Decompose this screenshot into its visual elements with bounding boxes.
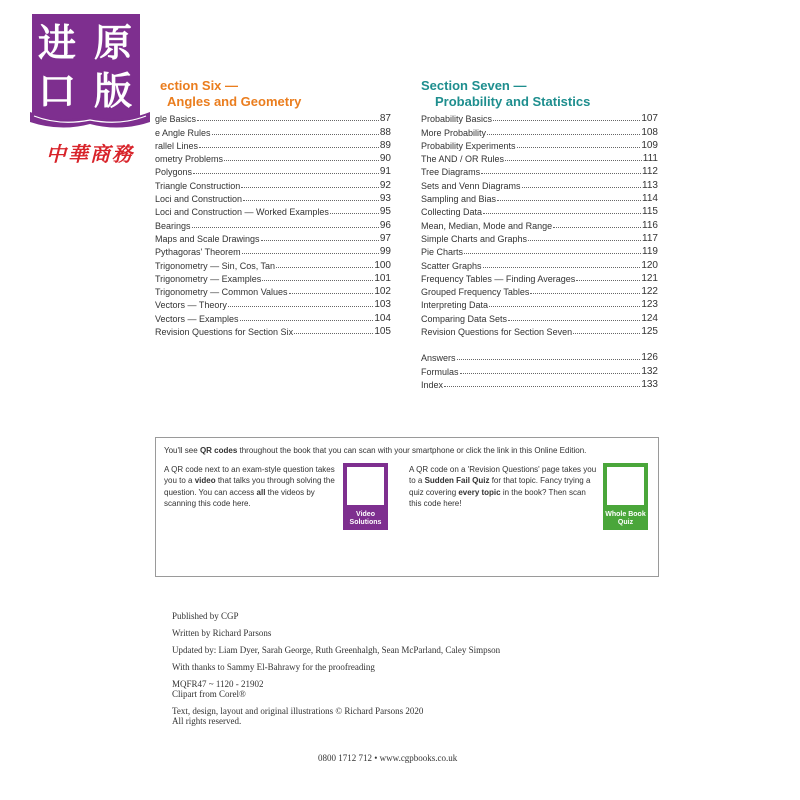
toc-entry-title: e Angle Rules <box>155 127 211 138</box>
toc-entry[interactable] <box>421 244 658 257</box>
text-bold: video <box>194 476 216 486</box>
toc-entry[interactable] <box>155 284 391 297</box>
toc-entry-title: Revision Questions for Section Seven <box>421 327 573 338</box>
qr-badge-label: Video Solutions <box>349 511 382 526</box>
product-code: MQFR47 ~ 1120 - 21902 <box>172 679 264 689</box>
toc-leader-dots <box>243 200 379 201</box>
toc-entry-page: 126 <box>641 352 658 364</box>
text-part: the videos by scanning this code here. <box>164 487 315 508</box>
toc-entry-page: 108 <box>641 126 658 138</box>
toc-entry-page: 97 <box>379 232 391 244</box>
toc-entry-title: Probability Basics <box>421 114 493 125</box>
toc-leader-dots <box>464 253 641 254</box>
toc-entry-page: 113 <box>642 179 658 191</box>
toc-entry-title: Sets and Venn Diagrams <box>421 180 521 191</box>
toc-entry[interactable] <box>155 324 391 337</box>
toc-entry[interactable] <box>421 204 658 217</box>
toc-entry-page: 104 <box>374 312 391 324</box>
toc-leader-dots <box>193 173 379 174</box>
toc-entry[interactable] <box>421 363 658 376</box>
toc-entry-page: 96 <box>379 219 391 231</box>
toc-entry-page: 100 <box>374 259 391 271</box>
qr-intro-part: You'll see <box>164 446 200 455</box>
toc-entry-page: 93 <box>379 193 391 205</box>
toc-entry[interactable] <box>421 177 658 190</box>
toc-entry-page: 87 <box>379 113 391 125</box>
toc-entry-page: 99 <box>379 246 391 258</box>
toc-entry-title: Vectors — Examples <box>155 313 239 324</box>
book-pages-icon <box>26 110 154 132</box>
toc-leader-dots <box>444 386 640 387</box>
toc-entry-page: 125 <box>641 326 658 338</box>
qr-intro-text <box>164 445 656 456</box>
toc-leader-dots <box>276 267 373 268</box>
toc-leader-dots <box>197 120 379 121</box>
toc-entry-title: Answers <box>421 353 456 364</box>
toc-entry-title: Pie Charts <box>421 247 464 258</box>
toc-entry-title: Comparing Data Sets <box>421 313 508 324</box>
logo-char: 版 <box>94 68 133 113</box>
toc-entry[interactable] <box>155 191 391 204</box>
logo-char: 进 <box>38 20 77 65</box>
toc-entry-title: Frequency Tables — Finding Averages <box>421 273 576 284</box>
toc-entry-page: 107 <box>641 113 658 125</box>
toc-leader-dots <box>192 227 379 228</box>
toc-entry-title: Tree Diagrams <box>421 167 481 178</box>
video-solutions-qr-code[interactable] <box>343 463 388 530</box>
toc-entry[interactable] <box>155 271 391 284</box>
toc-entry-page: 132 <box>641 365 658 377</box>
toc-entry[interactable] <box>421 271 658 284</box>
toc-entry[interactable] <box>421 297 658 310</box>
logo-subtitle: 中華商務 <box>46 142 134 166</box>
toc-entry-page: 105 <box>374 326 391 338</box>
toc-entry[interactable] <box>155 310 391 323</box>
text-bold: every topic <box>458 487 501 497</box>
toc-entry[interactable] <box>155 138 391 151</box>
toc-entry[interactable] <box>155 244 391 257</box>
toc-leader-dots <box>460 373 641 374</box>
toc-entry-page: 102 <box>374 286 391 298</box>
section-seven-toc <box>421 111 658 337</box>
toc-entry-page: 90 <box>379 153 391 165</box>
toc-entry[interactable] <box>155 111 391 124</box>
toc-entry-title: Collecting Data <box>421 207 483 218</box>
toc-leader-dots <box>497 200 641 201</box>
toc-leader-dots <box>242 253 379 254</box>
toc-entry[interactable] <box>155 297 391 310</box>
toc-entry[interactable] <box>155 217 391 230</box>
quiz-qr-description <box>409 464 599 509</box>
toc-entry-page: 88 <box>379 126 391 138</box>
qr-intro-part: throughout the book that you can scan with your smartphone or click the link in this Online Edition. <box>237 446 587 455</box>
toc-entry-title: Maps and Scale Drawings <box>155 233 260 244</box>
toc-leader-dots <box>517 147 641 148</box>
toc-entry-page: 114 <box>642 193 658 205</box>
toc-entry-title: Trigonometry — Sin, Cos, Tan <box>155 260 276 271</box>
toc-leader-dots <box>530 293 640 294</box>
toc-entry-title: Trigonometry — Common Values <box>155 287 288 298</box>
toc-leader-dots <box>199 147 379 148</box>
clipart-credit: Clipart from Corel® <box>172 689 246 699</box>
toc-entry[interactable] <box>155 257 391 270</box>
toc-entry[interactable] <box>155 231 391 244</box>
toc-leader-dots <box>489 306 640 307</box>
toc-leader-dots <box>528 240 641 241</box>
logo-char: 原 <box>94 20 133 65</box>
toc-entry-page: 122 <box>641 286 658 298</box>
rights: All rights reserved. <box>172 716 242 726</box>
toc-entry-title: Scatter Graphs <box>421 260 482 271</box>
toc-leader-dots <box>294 333 373 334</box>
toc-entry[interactable] <box>421 191 658 204</box>
toc-leader-dots <box>457 359 641 360</box>
qr-code-icon <box>347 467 384 505</box>
toc-leader-dots <box>241 187 379 188</box>
toc-leader-dots <box>573 333 640 334</box>
logo-char: 口 <box>38 68 77 113</box>
toc-entry-title: More Probability <box>421 127 487 138</box>
toc-entry-title: Vectors — Theory <box>155 300 227 311</box>
copyright: Text, design, layout and original illustrations © Richard Parsons 2020 <box>172 706 424 716</box>
section-six-title-line2: Angles and Geometry <box>167 94 302 109</box>
toc-entry-title: Index <box>421 379 444 390</box>
written-by: Written by Richard Parsons <box>172 628 272 638</box>
toc-leader-dots <box>261 240 379 241</box>
section-six-title-line1: ection Six — <box>160 78 239 93</box>
toc-entry-title: Pythagoras' Theorem <box>155 247 241 258</box>
toc-entry-page: 111 <box>642 153 658 165</box>
toc-entry[interactable] <box>421 231 658 244</box>
toc-entry-page: 120 <box>641 259 658 271</box>
toc-entry-title: Grouped Frequency Tables <box>421 287 530 298</box>
text-part: that talks you through solving the question. You can access <box>164 476 335 497</box>
toc-leader-dots <box>481 173 641 174</box>
toc-leader-dots <box>330 213 379 214</box>
section-seven-title-line2: Probability and Statistics <box>435 94 591 109</box>
qr-info-box <box>155 437 659 577</box>
toc-entry-page: 109 <box>641 139 658 151</box>
toc-entry-page: 116 <box>642 219 658 231</box>
toc-entry-title: Mean, Median, Mode and Range <box>421 220 553 231</box>
toc-entry[interactable] <box>155 177 391 190</box>
toc-entry-page: 124 <box>641 312 658 324</box>
toc-entry[interactable] <box>421 217 658 230</box>
qr-code-icon <box>607 467 644 505</box>
toc-leader-dots <box>483 267 641 268</box>
whole-book-quiz-qr-code[interactable] <box>603 463 648 530</box>
toc-leader-dots <box>553 227 641 228</box>
toc-entry-page: 117 <box>642 232 658 244</box>
toc-entry[interactable] <box>155 124 391 137</box>
toc-leader-dots <box>483 213 641 214</box>
toc-entry-title: ometry Problems <box>155 154 224 165</box>
toc-leader-dots <box>240 320 374 321</box>
logo-book-icon <box>32 14 140 120</box>
toc-entry-title: Formulas <box>421 366 459 377</box>
toc-entry-page: 115 <box>642 206 658 218</box>
toc-entry-title: Revision Questions for Section Six <box>155 327 294 338</box>
text-part: A QR code next to an exam-style question takes you to a <box>164 465 335 486</box>
toc-leader-dots <box>493 120 640 121</box>
toc-entry-title: Interpreting Data <box>421 300 489 311</box>
toc-entry-page: 89 <box>379 139 391 151</box>
toc-entry-title: Triangle Construction <box>155 180 241 191</box>
toc-entry-page: 103 <box>374 299 391 311</box>
toc-entry-title: Probability Experiments <box>421 140 516 151</box>
toc-entry-title: Simple Charts and Graphs <box>421 233 528 244</box>
toc-entry[interactable] <box>421 164 658 177</box>
toc-entry-page: 92 <box>379 179 391 191</box>
toc-entry-page: 112 <box>642 166 658 178</box>
toc-entry[interactable] <box>421 257 658 270</box>
back-matter-toc <box>421 350 658 390</box>
toc-entry[interactable] <box>421 111 658 124</box>
section-six-toc <box>155 111 391 337</box>
toc-entry-title: The AND / OR Rules <box>421 154 505 165</box>
toc-entry-title: gle Basics <box>155 114 197 125</box>
section-seven-title-line1: Section Seven — <box>421 78 527 93</box>
toc-leader-dots <box>262 280 373 281</box>
qr-intro-bold: QR codes <box>199 446 238 455</box>
toc-entry[interactable] <box>421 324 658 337</box>
toc-leader-dots <box>212 134 379 135</box>
toc-entry[interactable] <box>155 164 391 177</box>
text-part: for that topic. Fancy trying a quiz covering <box>409 476 591 497</box>
toc-entry-title: Polygons <box>155 167 193 178</box>
toc-leader-dots <box>505 160 642 161</box>
toc-entry[interactable] <box>421 138 658 151</box>
toc-entry-page: 133 <box>641 378 658 390</box>
toc-entry-page: 101 <box>374 272 391 284</box>
toc-leader-dots <box>224 160 379 161</box>
thanks: With thanks to Sammy El-Bahrawy for the proofreading <box>172 662 375 672</box>
video-qr-description <box>164 464 336 509</box>
toc-entry[interactable] <box>421 284 658 297</box>
watermark-logo <box>26 10 154 166</box>
qr-badge-label: Whole Book Quiz <box>605 511 646 526</box>
text-part: A QR code on a 'Revision Questions' page takes you to a <box>409 465 597 486</box>
toc-entry-title: Loci and Construction <box>155 194 243 205</box>
toc-leader-dots <box>487 134 640 135</box>
toc-entry-title: Loci and Construction — Worked Examples <box>155 207 329 218</box>
updated-by: Updated by: Liam Dyer, Sarah George, Ruth Greenhalgh, Sean McParland, Caley Simpson <box>172 645 501 655</box>
toc-entry[interactable] <box>155 151 391 164</box>
toc-entry[interactable] <box>421 310 658 323</box>
toc-entry[interactable] <box>155 204 391 217</box>
toc-entry-page: 91 <box>379 166 391 178</box>
published-by: Published by CGP <box>172 611 239 621</box>
toc-entry-title: rallel Lines <box>155 140 199 151</box>
toc-leader-dots <box>508 320 640 321</box>
toc-entry[interactable] <box>421 350 658 363</box>
toc-leader-dots <box>289 293 374 294</box>
toc-entry-page: 123 <box>641 299 658 311</box>
text-bold: all <box>256 487 266 497</box>
toc-entry[interactable] <box>421 124 658 137</box>
toc-leader-dots <box>576 280 640 281</box>
toc-entry-page: 119 <box>642 246 658 258</box>
toc-entry-title: Sampling and Bias <box>421 194 497 205</box>
toc-entry-title: Trigonometry — Examples <box>155 273 262 284</box>
toc-entry-page: 95 <box>379 206 391 218</box>
text-bold: Sudden Fail Quiz <box>424 476 490 486</box>
contact-info: 0800 1712 712 • www.cgpbooks.co.uk <box>318 753 458 763</box>
toc-entry-title: Bearings <box>155 220 191 231</box>
text-part: in the book? Then scan this code here! <box>409 487 586 508</box>
toc-entry-page: 121 <box>641 272 658 284</box>
toc-leader-dots <box>228 306 373 307</box>
toc-leader-dots <box>522 187 641 188</box>
toc-entry[interactable] <box>421 151 658 164</box>
toc-entry[interactable] <box>421 377 658 390</box>
